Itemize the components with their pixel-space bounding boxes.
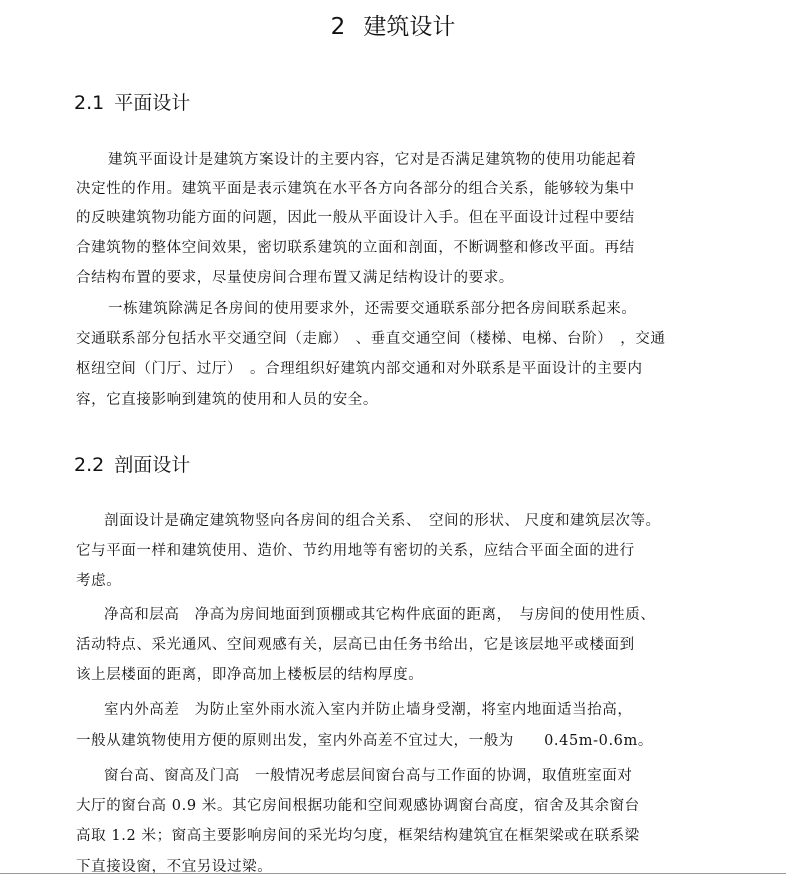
paragraph-line: 室内外高差 为防止室外雨水流入室内并防止墙身受潮，将室内地面适当抬高， bbox=[104, 702, 633, 718]
section-number: 2.2 bbox=[74, 454, 105, 476]
paragraph-line: 活动特点、采光通风、空间观感有关，层高已由任务书给出，它是该层地平或楼面到 bbox=[76, 637, 635, 653]
section-heading bbox=[74, 88, 190, 115]
paragraph-line: 高取 1.2 米；窗高主要影响房间的采光均匀度，框架结构建筑宜在框架梁或在联系梁 bbox=[76, 828, 640, 844]
paragraph-line: 剖面设计是确定建筑物竖向各房间的组合关系、 空间的形状、 尺度和建筑层次等。 bbox=[104, 513, 661, 529]
paragraph-line: 一般从建筑物使用方便的原则出发，室内外高差不宜过大，一般为 0.45m-0.6m。 bbox=[76, 733, 653, 749]
section-number: 2.1 bbox=[74, 92, 105, 114]
paragraph-line: 决定性的作用。建筑平面是表示建筑在水平各方向各部分的组合关系，能够较为集中 bbox=[76, 181, 635, 197]
chapter-title bbox=[0, 8, 786, 41]
paragraph-line: 容，它直接影响到建筑的使用和人员的安全。 bbox=[76, 392, 378, 408]
paragraph-line: 枢纽空间（门厅、过厅） 。合理组织好建筑内部交通和对外联系是平面设计的主要内 bbox=[76, 361, 643, 377]
paragraph-line: 合建筑物的整体空间效果，密切联系建筑的立面和剖面，不断调整和修改平面。再结 bbox=[76, 240, 635, 256]
chapter-number: 2 bbox=[330, 14, 346, 40]
paragraph-line: 一栋建筑除满足各房间的使用要求外，还需要交通联系部分把各房间联系起来。 bbox=[108, 301, 637, 317]
paragraph-line: 净高和层高 净高为房间地面到顶棚或其它构件底面的距离， 与房间的使用性质、 bbox=[104, 607, 656, 623]
paragraph-line: 考虑。 bbox=[76, 573, 122, 589]
chapter-title-text: 建筑设计 bbox=[363, 14, 456, 40]
paragraph-line: 交通联系部分包括水平交通空间（走廊） 、垂直交通空间（楼梯、电梯、台阶） ，交通 bbox=[76, 331, 666, 347]
section-title: 剖面设计 bbox=[114, 454, 191, 476]
paragraph-line: 大厅的窗台高 0.9 米。其它房间根据功能和空间观感协调窗台高度，宿舍及其余窗台 bbox=[76, 798, 640, 814]
page-divider bbox=[0, 873, 786, 874]
paragraph-line: 该上层楼面的距离，即净高加上楼板层的结构厚度。 bbox=[76, 667, 424, 683]
paragraph-line: 建筑平面设计是建筑方案设计的主要内容，它对是否满足建筑物的使用功能起着 bbox=[108, 152, 637, 168]
section-title: 平面设计 bbox=[114, 92, 191, 114]
section-heading bbox=[74, 450, 190, 477]
paragraph-line: 它与平面一样和建筑使用、造价、节约用地等有密切的关系，应结合平面全面的进行 bbox=[76, 543, 635, 559]
paragraph-line: 窗台高、窗高及门高 一般情况考虑层间窗台高与工作面的协调，取值班室面对 bbox=[104, 768, 633, 784]
paragraph-line: 的反映建筑物功能方面的问题，因此一般从平面设计入手。但在平面设计过程中要结 bbox=[76, 210, 635, 226]
paragraph-line: 合结构布置的要求，尽量使房间合理布置又满足结构设计的要求。 bbox=[76, 270, 514, 286]
paragraph-line: 下直接设窗，不宜另设过梁。 bbox=[76, 859, 273, 875]
